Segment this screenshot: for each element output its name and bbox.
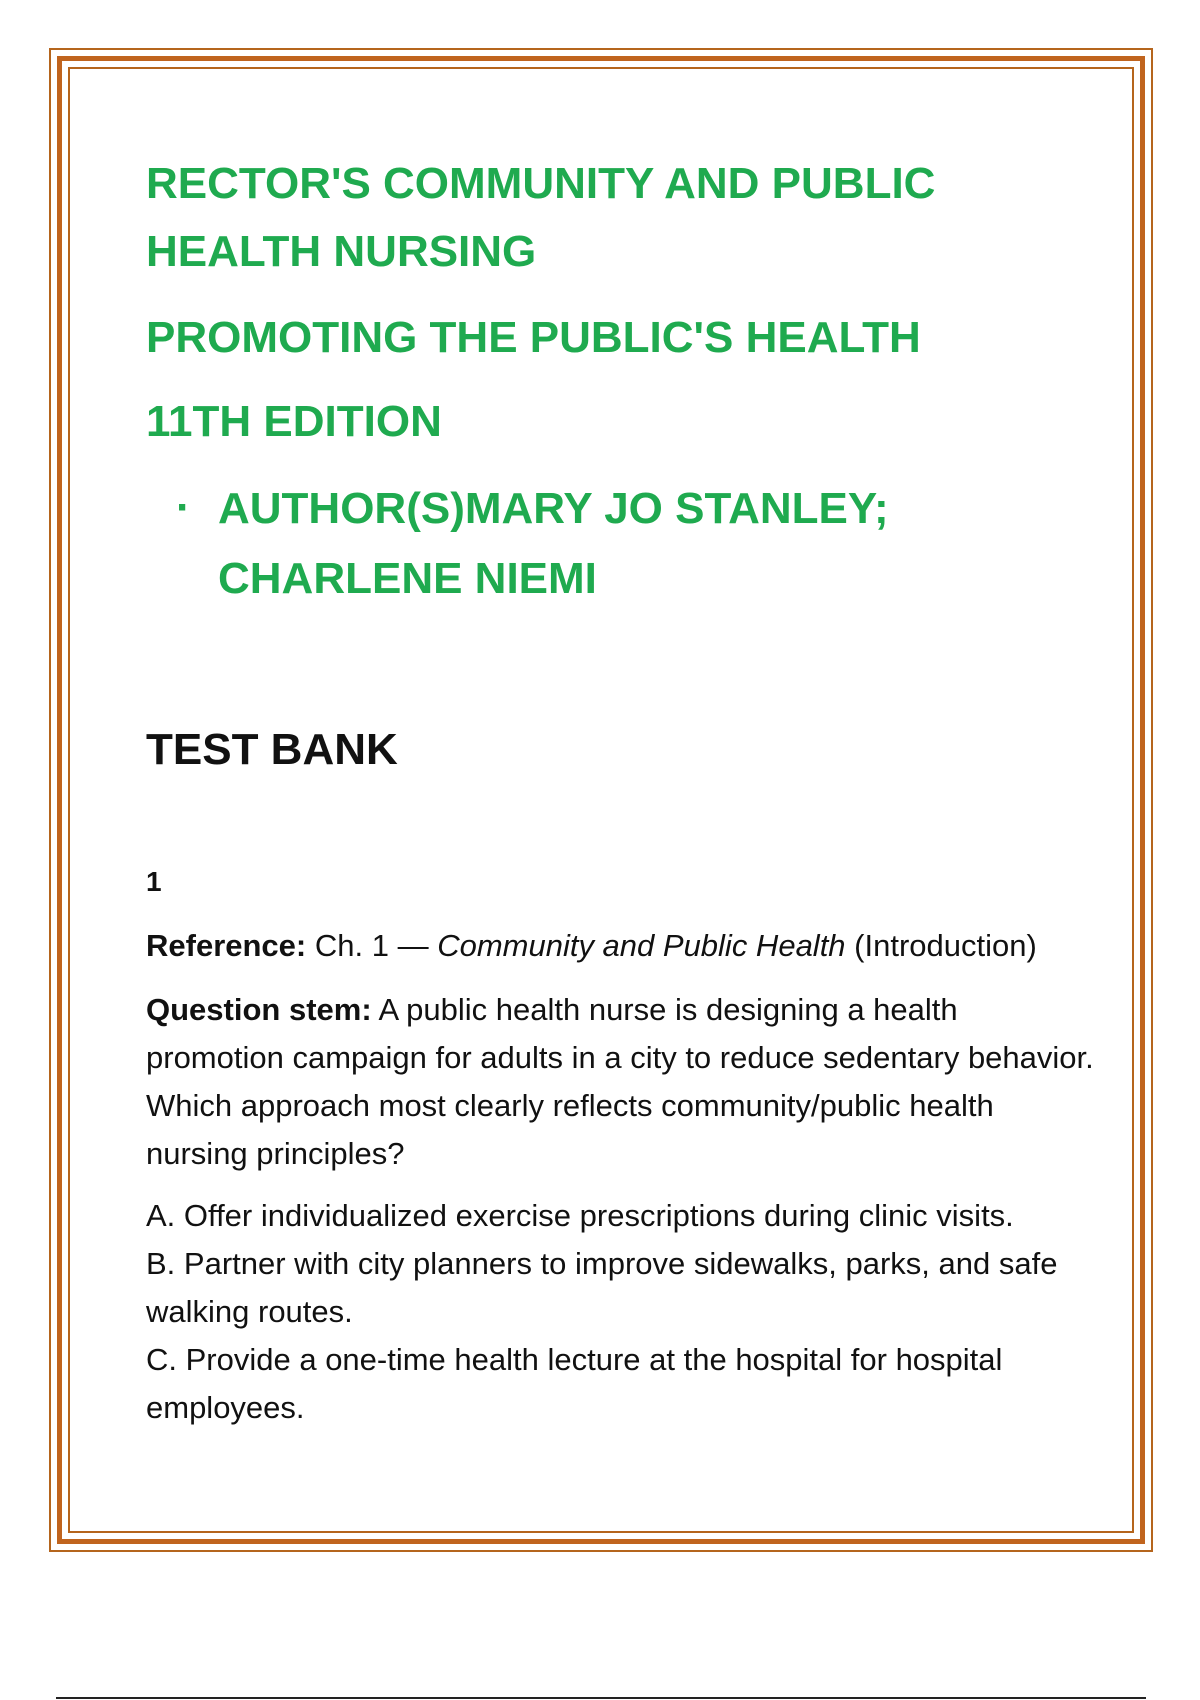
book-subtitle: PROMOTING THE PUBLIC'S HEALTH xyxy=(146,313,921,362)
stem-label: Question stem: xyxy=(146,992,372,1027)
reference-title: Community and Public Health xyxy=(437,928,846,963)
page-content xyxy=(146,150,1096,1432)
bullet-icon: · xyxy=(176,483,191,532)
answer-options xyxy=(146,1192,1096,1432)
question-number: 1 xyxy=(146,866,162,897)
question-reference xyxy=(146,922,1096,970)
stem-text: A public health nurse is designing a health promotion campaign for adults in a city to reduce sedentary behavior. Which approach most clearly reflects community/public health nursing principles? xyxy=(146,992,1094,1171)
answer-option-a: A. Offer individualized exercise prescriptions during clinic visits. xyxy=(146,1198,1014,1233)
reference-suffix: (Introduction) xyxy=(845,928,1037,963)
reference-prefix: Ch. 1 — xyxy=(306,928,438,963)
book-edition: 11TH EDITION xyxy=(146,397,442,446)
question-stem xyxy=(146,986,1096,1178)
book-title: RECTOR'S COMMUNITY AND PUBLIC HEALTH NURSING xyxy=(146,159,936,276)
answer-option-b: B. Partner with city planners to improve sidewalks, parks, and safe walking routes. xyxy=(146,1246,1058,1329)
page-divider xyxy=(56,1697,1146,1699)
reference-label: Reference: xyxy=(146,928,307,963)
section-heading: TEST BANK xyxy=(146,725,398,774)
author-list-item xyxy=(146,474,1096,614)
book-authors: AUTHOR(S)MARY JO STANLEY; CHARLENE NIEMI xyxy=(218,484,889,603)
answer-option-c: C. Provide a one-time health lecture at the hospital for hospital employees. xyxy=(146,1342,1003,1425)
